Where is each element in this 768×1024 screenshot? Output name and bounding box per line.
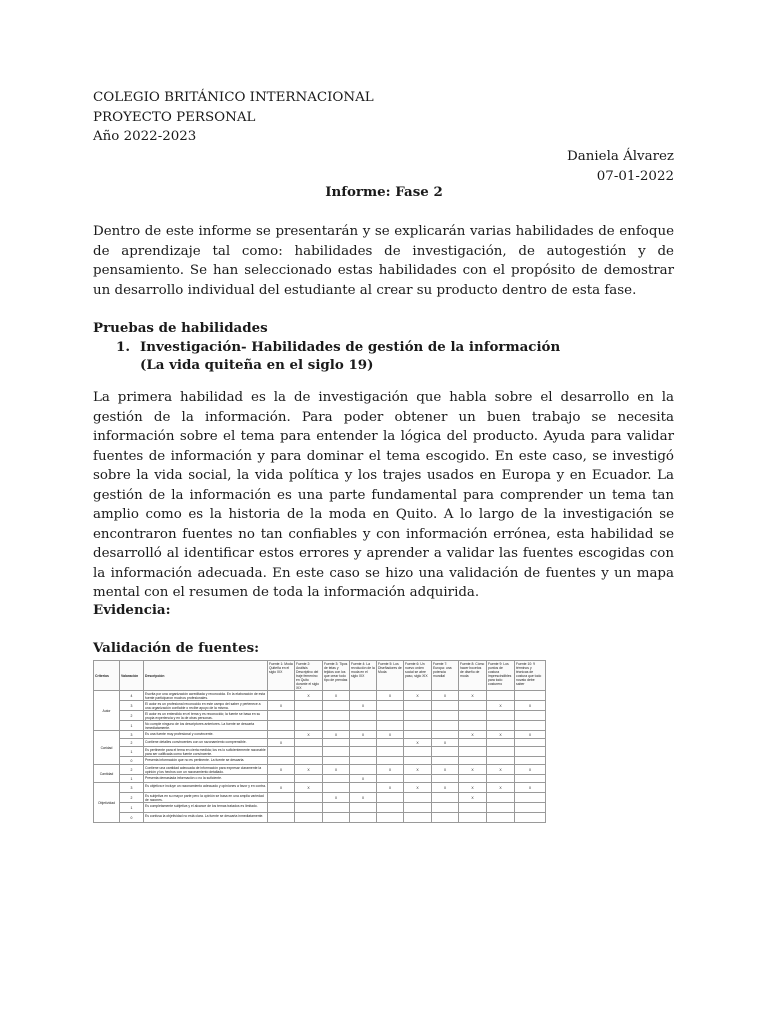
source-mark-cell xyxy=(295,793,323,803)
table-row xyxy=(94,739,546,747)
validation-label: Validación de fuentes: xyxy=(93,640,260,656)
table-row xyxy=(94,747,546,757)
intro-paragraph: Dentro de este informe se presentarán y se explicarán varias habilidades de enfoque de aprendizaje tal como: habilidades de investigación, de autogestión y de pensamiento. Se han seleccionado estas habilidades con el propósito de demostrar un desarrollo individual del estudiante al crear su producto dentro de esta fase. xyxy=(93,224,674,298)
source-mark-cell xyxy=(268,731,295,739)
header-block xyxy=(93,88,374,147)
source-mark-cell xyxy=(404,731,432,739)
description-cell: El autor es un profesional reconocido en este campo del saber y pertenece a una organización confiable o recibe apoyo de la misma. xyxy=(144,701,268,711)
source-mark-cell xyxy=(377,757,404,765)
rating-cell: 1 xyxy=(120,775,144,783)
source-mark-cell xyxy=(515,711,546,721)
source-mark-cell xyxy=(295,757,323,765)
rating-cell: 0 xyxy=(120,813,144,823)
source-mark-cell xyxy=(404,813,432,823)
source-mark-cell xyxy=(459,747,487,757)
source-mark-cell xyxy=(487,793,515,803)
school-name: COLEGIO BRITÁNICO INTERNACIONAL xyxy=(93,90,374,105)
table-row xyxy=(94,691,546,701)
source-mark-cell: X xyxy=(377,783,404,793)
source-mark-cell xyxy=(404,793,432,803)
source-mark-cell: X xyxy=(295,731,323,739)
numbered-list-item xyxy=(116,338,560,374)
source-mark-cell xyxy=(323,775,350,783)
source-mark-cell: X xyxy=(404,739,432,747)
source-mark-cell xyxy=(459,711,487,721)
source-mark-cell xyxy=(350,813,377,823)
document-title: Informe: Fase 2 xyxy=(325,184,443,200)
rating-cell: 1 xyxy=(120,747,144,757)
source-mark-cell xyxy=(432,701,459,711)
list-number: 1. xyxy=(116,339,130,355)
table-header-cell: Fuente 4: La revolución de la moda en el siglo XIX xyxy=(350,661,377,691)
source-mark-cell xyxy=(377,711,404,721)
source-mark-cell xyxy=(515,721,546,731)
source-mark-cell xyxy=(295,775,323,783)
source-mark-cell xyxy=(487,739,515,747)
source-mark-cell: X xyxy=(377,691,404,701)
source-mark-cell: X xyxy=(268,701,295,711)
description-cell: Escrita por una organización acreditada y reconocida. En la elaboración de esta fuente participaron muchos profesionales. xyxy=(144,691,268,701)
source-mark-cell: X xyxy=(404,691,432,701)
rating-cell: 2 xyxy=(120,711,144,721)
source-mark-cell xyxy=(459,803,487,813)
criteria-cell: Autor xyxy=(94,691,120,731)
source-mark-cell xyxy=(350,765,377,775)
table-header-cell: Fuente 1: Moda Quiteña en el siglo XIX xyxy=(268,661,295,691)
source-mark-cell xyxy=(268,721,295,731)
source-mark-cell xyxy=(268,747,295,757)
source-mark-cell: X xyxy=(432,783,459,793)
source-mark-cell: X xyxy=(268,783,295,793)
source-mark-cell: X xyxy=(350,793,377,803)
source-mark-cell xyxy=(350,721,377,731)
source-mark-cell xyxy=(268,803,295,813)
source-mark-cell xyxy=(295,747,323,757)
source-mark-cell xyxy=(268,711,295,721)
source-mark-cell: X xyxy=(487,731,515,739)
section-title: Pruebas de habilidades xyxy=(93,320,268,336)
source-mark-cell xyxy=(295,803,323,813)
source-mark-cell: X xyxy=(459,691,487,701)
source-mark-cell: X xyxy=(515,765,546,775)
table-header-cell: Fuente 5: Los Diseñadores de Moda xyxy=(377,661,404,691)
source-mark-cell: X xyxy=(295,691,323,701)
source-mark-cell: X xyxy=(323,793,350,803)
source-mark-cell: X xyxy=(295,765,323,775)
source-mark-cell: X xyxy=(459,731,487,739)
author-name: Daniela Álvarez xyxy=(567,149,674,164)
description-cell: Contiene detalles convincentes con un razonamiento comprensible. xyxy=(144,739,268,747)
source-mark-cell: X xyxy=(459,793,487,803)
source-mark-cell xyxy=(432,775,459,783)
table-header-row xyxy=(94,661,546,691)
source-mark-cell xyxy=(404,721,432,731)
source-mark-cell: X xyxy=(487,701,515,711)
source-mark-cell xyxy=(323,803,350,813)
source-mark-cell xyxy=(515,757,546,765)
source-mark-cell: X xyxy=(323,765,350,775)
rating-cell: 1 xyxy=(120,721,144,731)
source-mark-cell xyxy=(487,775,515,783)
table-row xyxy=(94,783,546,793)
table-header-cell: Criterios xyxy=(94,661,120,691)
table-header-cell: Valoración xyxy=(120,661,144,691)
author-block xyxy=(567,147,674,186)
validation-table-image xyxy=(93,660,545,863)
description-cell: Es pertinente para el tema en cierta medida; los es lo suficientemente razonable para ser calificada como fuente convincente. xyxy=(145,747,266,756)
source-mark-cell xyxy=(350,747,377,757)
table-header-cell: Fuente 8: Cómo hacer bocetos de diseño de moda xyxy=(459,661,487,691)
description-cell: Es objetiva e incluye un razonamiento adecuado y opiniones a favor y en contra. xyxy=(144,783,268,793)
source-mark-cell xyxy=(459,701,487,711)
source-mark-cell: X xyxy=(432,691,459,701)
table-row xyxy=(94,813,546,823)
source-mark-cell xyxy=(350,739,377,747)
source-mark-cell xyxy=(323,721,350,731)
description-cell: Contiene una cantidad adecuada de información para expresar claramente la opinión y los hechos con un razonamiento detallado. xyxy=(144,765,268,775)
source-mark-cell xyxy=(432,757,459,765)
source-mark-cell: X xyxy=(515,731,546,739)
table-header-cell: Fuente 6: Un nuevo orden social se abre paso, siglo XIX xyxy=(404,661,432,691)
source-mark-cell xyxy=(268,775,295,783)
source-mark-cell xyxy=(377,793,404,803)
source-mark-cell xyxy=(432,731,459,739)
list-item-title: Investigación- Habilidades de gestión de la información xyxy=(140,339,561,355)
description-cell: Presenta demasiada información o no la suficiente. xyxy=(144,775,268,783)
table-row xyxy=(94,757,546,765)
source-mark-cell xyxy=(459,813,487,823)
source-mark-cell xyxy=(377,739,404,747)
source-mark-cell: X xyxy=(268,739,295,747)
source-mark-cell xyxy=(404,775,432,783)
source-mark-cell xyxy=(350,803,377,813)
source-mark-cell xyxy=(432,813,459,823)
source-mark-cell xyxy=(350,757,377,765)
source-mark-cell xyxy=(432,747,459,757)
source-mark-cell xyxy=(487,711,515,721)
source-mark-cell xyxy=(432,793,459,803)
table-row xyxy=(94,775,546,783)
source-mark-cell xyxy=(268,757,295,765)
source-mark-cell xyxy=(295,701,323,711)
school-year: Año 2022-2023 xyxy=(93,129,197,144)
source-mark-cell xyxy=(459,775,487,783)
source-mark-cell xyxy=(268,793,295,803)
source-mark-cell: X xyxy=(377,731,404,739)
description-cell: Presenta información que no es pertinente. La fuente se descarta. xyxy=(144,757,268,765)
source-mark-cell xyxy=(268,813,295,823)
description-cell: No cumple ninguno de los descriptores anteriores. La fuente se descarta inmediatamente. xyxy=(144,721,268,731)
rating-cell: 2 xyxy=(120,765,144,775)
source-mark-cell: X xyxy=(323,731,350,739)
table-row xyxy=(94,721,546,731)
table-row xyxy=(94,711,546,721)
source-mark-cell xyxy=(459,757,487,765)
source-mark-cell: X xyxy=(377,765,404,775)
table-row xyxy=(94,793,546,803)
source-mark-cell: X xyxy=(404,783,432,793)
source-mark-cell xyxy=(404,803,432,813)
rating-cell: 3 xyxy=(120,701,144,711)
source-mark-cell xyxy=(515,775,546,783)
source-mark-cell: X xyxy=(487,783,515,793)
evidence-label: Evidencia: xyxy=(93,602,171,618)
source-mark-cell xyxy=(404,701,432,711)
source-mark-cell xyxy=(350,711,377,721)
list-item-subtitle: (La vida quiteña en el siglo 19) xyxy=(140,357,374,373)
source-mark-cell xyxy=(515,691,546,701)
source-mark-cell xyxy=(404,757,432,765)
table-row xyxy=(94,765,546,775)
source-mark-cell xyxy=(377,701,404,711)
description-cell: Es completamente subjetiva y el alcance de los temas tratados es limitado. xyxy=(144,803,268,813)
source-mark-cell: X xyxy=(432,739,459,747)
criteria-cell: Caridad xyxy=(94,731,120,765)
source-mark-cell: X xyxy=(432,765,459,775)
source-mark-cell xyxy=(459,739,487,747)
source-mark-cell xyxy=(515,803,546,813)
source-mark-cell: X xyxy=(350,701,377,711)
source-mark-cell xyxy=(432,711,459,721)
source-mark-cell xyxy=(295,721,323,731)
source-mark-cell: X xyxy=(459,783,487,793)
source-mark-cell xyxy=(350,783,377,793)
source-mark-cell: X xyxy=(487,765,515,775)
source-mark-cell xyxy=(487,747,515,757)
project-name: PROYECTO PERSONAL xyxy=(93,109,256,125)
criteria-cell: Cantidad xyxy=(94,765,120,783)
description-cell: Es confusa la objetividad no está clara. La fuente se descarta inmediatamente. xyxy=(144,813,268,823)
source-mark-cell xyxy=(515,747,546,757)
source-mark-cell xyxy=(323,757,350,765)
source-mark-cell: X xyxy=(515,701,546,711)
table-header-cell: Fuente 3: Tipos de telas y tejidos con los que crear todo tipo de prendas xyxy=(323,661,350,691)
source-mark-cell xyxy=(295,711,323,721)
source-mark-cell xyxy=(404,711,432,721)
source-mark-cell xyxy=(459,721,487,731)
source-mark-cell xyxy=(432,721,459,731)
rating-cell: 0 xyxy=(120,757,144,765)
source-mark-cell xyxy=(377,747,404,757)
source-mark-cell xyxy=(323,783,350,793)
source-mark-cell xyxy=(377,721,404,731)
description-cell: El autor es un entendido en el tema y es reconocido; la fuente se basa en su propia experiencia y en la de otras personas. xyxy=(144,711,268,721)
source-mark-cell xyxy=(377,813,404,823)
source-mark-cell xyxy=(323,747,350,757)
source-mark-cell xyxy=(515,813,546,823)
rating-cell: 2 xyxy=(120,739,144,747)
table-header-cell: Descripción xyxy=(144,661,268,691)
rating-cell: 2 xyxy=(120,793,144,803)
document-date: 07-01-2022 xyxy=(596,168,674,184)
source-mark-cell xyxy=(295,813,323,823)
source-mark-cell: X xyxy=(459,765,487,775)
source-mark-cell xyxy=(350,691,377,701)
source-mark-cell xyxy=(487,721,515,731)
table-header-cell: Fuente 7: Europa: una potencia mundial xyxy=(432,661,459,691)
source-mark-cell: X xyxy=(323,691,350,701)
description-cell: Es una fuente muy profesional y convincente. xyxy=(144,731,268,739)
criteria-cell: Objetividad xyxy=(94,783,120,823)
source-mark-cell xyxy=(268,691,295,701)
source-mark-cell: X xyxy=(515,783,546,793)
source-mark-cell xyxy=(515,739,546,747)
source-mark-cell xyxy=(487,803,515,813)
source-mark-cell xyxy=(515,793,546,803)
table-row xyxy=(94,803,546,813)
source-mark-cell: X xyxy=(350,775,377,783)
source-mark-cell: X xyxy=(350,731,377,739)
table-header-cell: Fuente 2: Análisis Descriptivo del traje femenino en Quito durante el siglo XIX xyxy=(295,661,323,691)
rating-cell: 3 xyxy=(120,731,144,739)
source-mark-cell xyxy=(432,803,459,813)
table-header-cell: Fuente 10: 9 términos y técnicas de costura que todo novato debe saber xyxy=(515,661,546,691)
rating-cell: 1 xyxy=(120,803,144,813)
source-mark-cell xyxy=(323,711,350,721)
table-row xyxy=(94,701,546,711)
source-mark-cell xyxy=(487,813,515,823)
rating-cell: 4 xyxy=(120,691,144,701)
source-mark-cell: X xyxy=(295,783,323,793)
source-mark-cell: X xyxy=(404,765,432,775)
source-mark-cell xyxy=(377,775,404,783)
rating-cell: 3 xyxy=(120,783,144,793)
source-mark-cell xyxy=(404,747,432,757)
source-mark-cell xyxy=(487,757,515,765)
source-mark-cell xyxy=(323,813,350,823)
source-mark-cell xyxy=(295,739,323,747)
table-row xyxy=(94,731,546,739)
source-mark-cell xyxy=(377,803,404,813)
source-mark-cell xyxy=(323,739,350,747)
source-mark-cell: X xyxy=(268,765,295,775)
description-cell: Es subjetiva en su mayor parte pero la opinión se basa en una amplia variedad de razones. xyxy=(144,793,268,803)
validation-table xyxy=(93,660,546,823)
table-header-cell: Fuente 9: Los puntos de costura imprescindibles para todo costurero xyxy=(487,661,515,691)
source-mark-cell xyxy=(323,701,350,711)
table-body xyxy=(94,691,546,823)
body-paragraph: La primera habilidad es la de investigación que habla sobre el desarrollo en la gestión de la información. Para poder obtener un buen trabajo se necesita información sobre el tema para entender la lógica del producto. Ayuda para validar fuentes de información y para dominar el tema escogido. En este caso, se investigó sobre la vida social, la vida política y los trajes usados en Europa y en Ecuador. La gestión de la información es una parte fundamental para comprender un tema tan amplio como es la historia de la moda en Quito. A lo largo de la investigación se encontraron fuentes no tan confiables y con información errónea, esta habilidad se desarrolló al identificar estos errores y aprender a validar las fuentes escogidas con la información adecuada. En este caso se hizo una validación de fuentes y un mapa mental con el resumen de toda la información adquirida. xyxy=(93,390,674,600)
source-mark-cell xyxy=(487,691,515,701)
